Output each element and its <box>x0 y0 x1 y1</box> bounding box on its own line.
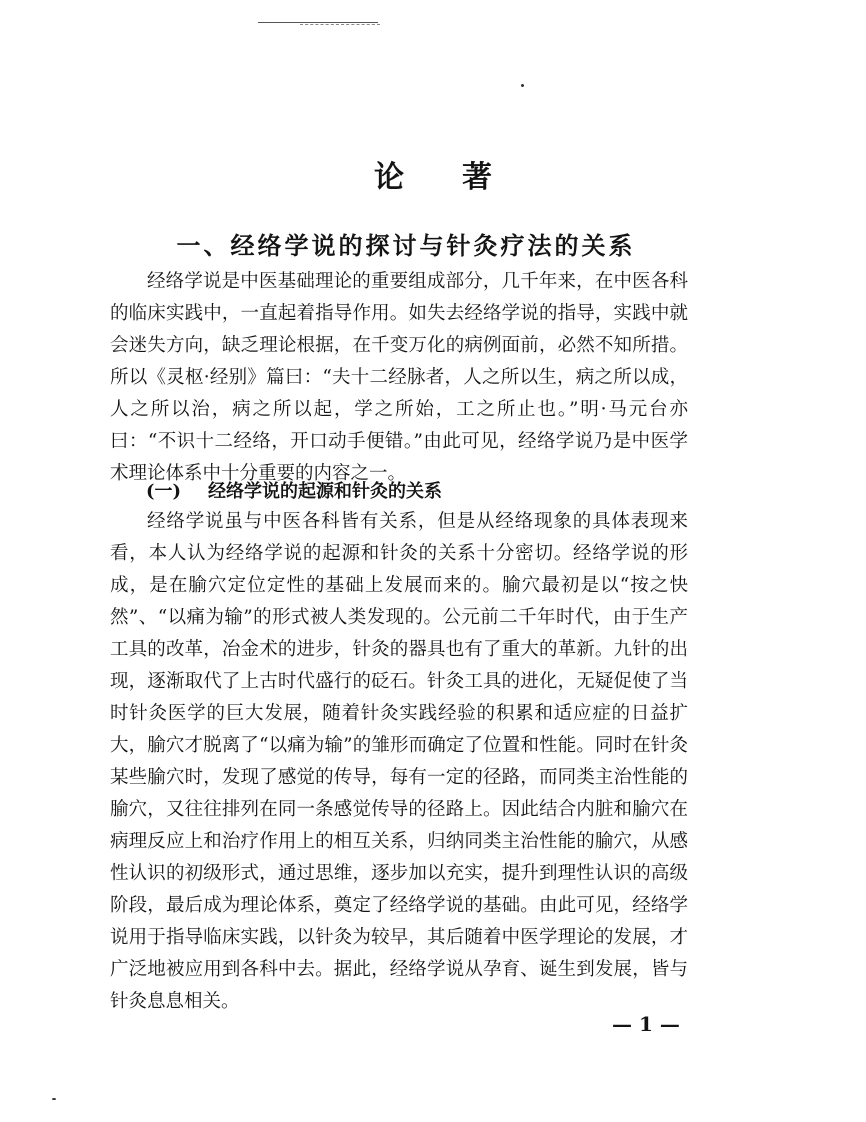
scan-speck <box>521 84 524 87</box>
top-scan-rule-dashed <box>300 24 380 25</box>
section-title: 论著 <box>374 160 550 195</box>
subsection-number: (一) <box>146 481 182 502</box>
chapter-title: 一、经络学说的探讨与针灸疗法的关系 <box>176 231 636 260</box>
page-number: — 1 — <box>612 1012 680 1036</box>
body-paragraph-1: 经络学说是中医基础理论的重要组成部分，几千年来，在中医各科的临床实践中，一直起着指导作用。如失去经络学说的指导，实践中就会迷失方向，缺乏理论根据，在千变万化的病例面前，必然不知所措。所以《灵枢·经别》篇曰：“夫十二经脉者，人之所以生，病之所以成，人之所以治，病之所以起，学之所始，工之所止也。”明·马元台亦曰：“不识十二经络，开口动手便错。”由此可见，经络学说乃是中医学术理论体系中十分重要的内容之一。 <box>110 271 688 484</box>
top-scan-rule <box>258 22 378 23</box>
body-paragraph-2: 经络学说虽与中医各科皆有关系，但是从经络现象的具体表现来看，本人认为经络学说的起源和针灸的关系十分密切。经络学说的形成，是在腧穴定位定性的基础上发展而来的。腧穴最初是以“按之快然”、“以痛为输”的形式被人类发现的。公元前二千年时代，由于生产工具的改革，冶金术的进步，针灸的器具也有了重大的革新。九针的出现，逐渐取代了上古时代盛行的砭石。针灸工具的进化，无疑促使了当时针灸医学的巨大发展，随着针灸实践经验的积累和适应症的日益扩大，腧穴才脱离了“以痛为输”的雏形而确定了位置和性能。同时在针灸某些腧穴时，发现了感觉的传导，每有一定的径路，而同类主治性能的腧穴，又往往排列在同一条感觉传导的径路上。因此结合内脏和腧穴在病理反应上和治疗作用上的相互关系，归纳同类主治性能的腧穴，从感性认识的初级形式，通过思维，逐步加以充实，提升到理性认识的高级阶段，最后成为理论体系，奠定了经络学说的基础。由此可见，经络学说用于指导临床实践，以针灸为较早，其后随着中医学理论的发展，才广泛地被应用到各科中去。据此，经络学说从孕育、诞生到发展，皆与针灸息息相关。 <box>110 511 688 1012</box>
subsection-heading <box>146 477 442 503</box>
scan-speck <box>52 1098 56 1100</box>
subsection-title: 经络学说的起源和针灸的关系 <box>208 481 442 502</box>
